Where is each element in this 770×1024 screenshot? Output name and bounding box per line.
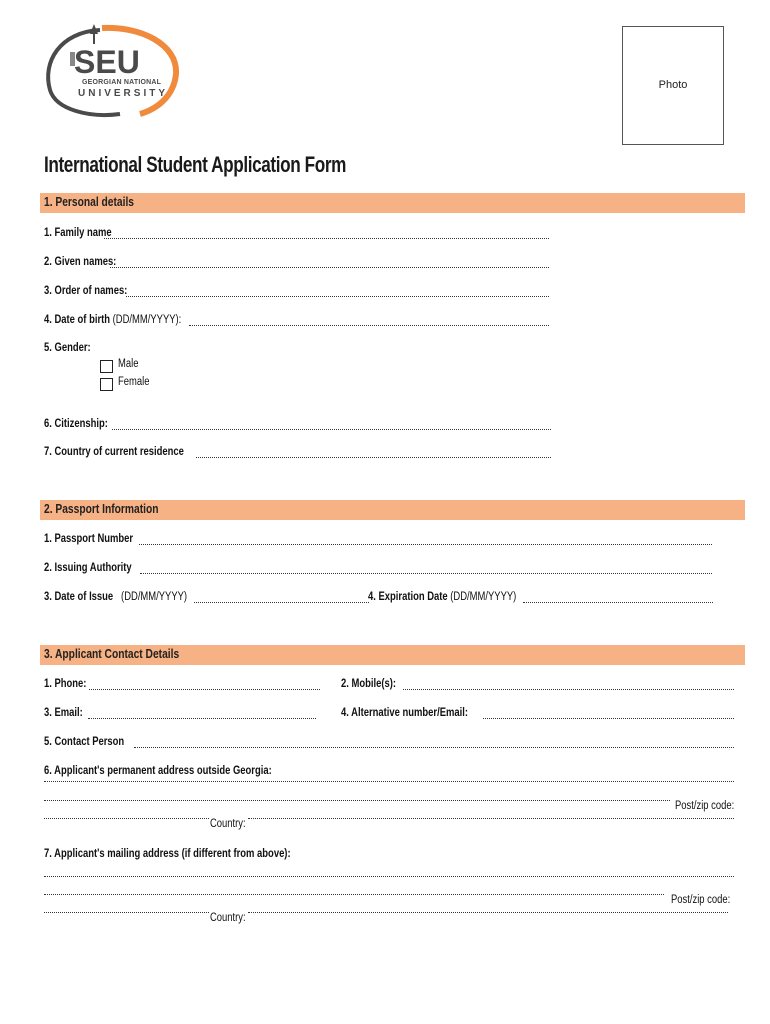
given-names-line[interactable] (110, 267, 549, 268)
given-names-label: 2. Given names: (44, 256, 117, 268)
dob-line[interactable] (189, 325, 549, 326)
passport-number-label: 1. Passport Number (44, 533, 134, 545)
gender-label: 5. Gender: (44, 342, 91, 354)
male-label: Male (118, 358, 139, 370)
given-names-field[interactable] (44, 256, 549, 272)
citizenship-field[interactable] (44, 418, 551, 434)
female-checkbox[interactable] (100, 378, 113, 391)
expiration-date-field[interactable] (368, 591, 713, 607)
mobile-field[interactable] (341, 678, 734, 694)
logo-subtext-1: GEORGIAN NATIONAL (82, 79, 162, 86)
citizenship-line[interactable] (112, 429, 551, 430)
gender-field (44, 342, 244, 358)
section-heading: 1. Personal details (44, 195, 135, 209)
photo-box[interactable] (622, 26, 724, 145)
mobile-label: 2. Mobile(s): (341, 678, 397, 690)
passport-number-field[interactable] (44, 533, 712, 549)
photo-label: Photo (658, 79, 688, 91)
contact-person-line[interactable] (134, 747, 734, 748)
dob-field[interactable] (44, 314, 549, 330)
email-label: 3. Email: (44, 707, 83, 719)
residence-field[interactable] (44, 446, 551, 462)
logo-subtext-2: UNIVERSITY (78, 88, 169, 99)
issuing-authority-field[interactable] (44, 562, 712, 578)
mobile-line[interactable] (403, 689, 734, 690)
order-of-names-label: 3. Order of names: (44, 285, 128, 297)
issue-format: (DD/MM/YYYY) (121, 591, 188, 603)
mailing-address-line-1[interactable] (44, 876, 734, 877)
family-name-field[interactable] (44, 227, 549, 243)
residence-label: 7. Country of current residence (44, 446, 184, 458)
expiration-format: (DD/MM/YYYY) (450, 591, 517, 603)
alternative-field[interactable] (341, 707, 734, 723)
alternative-label: 4. Alternative number/Email: (341, 707, 468, 719)
expiration-date-label: 4. Expiration Date (DD/MM/YYYY) (368, 591, 517, 603)
email-line[interactable] (88, 718, 316, 719)
permanent-address-line-1[interactable] (44, 781, 734, 782)
expiration-date-line[interactable] (523, 602, 713, 603)
male-checkbox[interactable] (100, 360, 113, 373)
female-label: Female (118, 376, 150, 388)
date-of-issue-label: 3. Date of Issue (DD/MM/YYYY) (44, 591, 188, 603)
passport-number-line[interactable] (139, 544, 712, 545)
dob-format: (DD/MM/YYYY): (112, 314, 182, 326)
issuing-authority-line[interactable] (140, 573, 712, 574)
university-logo (40, 22, 180, 122)
section-heading: 3. Applicant Contact Details (44, 647, 180, 661)
permanent-address-heading (44, 765, 734, 781)
citizenship-label: 6. Citizenship: (44, 418, 108, 430)
phone-line[interactable] (89, 689, 320, 690)
mailing-address-line-2[interactable] (44, 894, 664, 895)
postzip-label-1: Post/zip code: (674, 800, 734, 812)
family-name-label: 1. Family name (44, 227, 112, 239)
section-applicant-contact (40, 645, 745, 665)
issuing-authority-label: 2. Issuing Authority (44, 562, 132, 574)
country-line-2[interactable] (248, 912, 728, 913)
order-of-names-line[interactable] (126, 296, 549, 297)
contact-person-field[interactable] (44, 736, 734, 752)
residence-line[interactable] (196, 457, 551, 458)
section-passport-information (40, 500, 745, 520)
country-label-1: Country: (210, 818, 246, 830)
postzip-label-2: Post/zip code: (670, 894, 730, 906)
dob-label: 4. Date of birth (DD/MM/YYYY): (44, 314, 182, 326)
date-of-issue-line[interactable] (194, 602, 369, 603)
phone-label: 1. Phone: (44, 678, 87, 690)
alternative-line[interactable] (483, 718, 734, 719)
section-personal-details (40, 193, 745, 213)
country-label-2: Country: (210, 912, 246, 924)
mailing-address-line-3[interactable] (44, 912, 209, 913)
order-of-names-field[interactable] (44, 285, 549, 301)
country-line-1[interactable] (248, 818, 734, 819)
permanent-address-line-3[interactable] (44, 818, 209, 819)
mailing-address-heading (44, 848, 734, 864)
phone-field[interactable] (44, 678, 320, 694)
mailing-address-label: 7. Applicant's mailing address (if different from above): (44, 848, 291, 860)
date-of-issue-field[interactable] (44, 591, 369, 607)
family-name-line[interactable] (104, 238, 549, 239)
email-field[interactable] (44, 707, 316, 723)
form-title: International Student Application Form (44, 152, 347, 177)
contact-person-label: 5. Contact Person (44, 736, 125, 748)
permanent-address-label: 6. Applicant's permanent address outside Georgia: (44, 765, 272, 777)
permanent-address-line-2[interactable] (44, 800, 670, 801)
section-heading: 2. Passport Information (44, 502, 159, 516)
logo-text: SEU (74, 44, 140, 80)
